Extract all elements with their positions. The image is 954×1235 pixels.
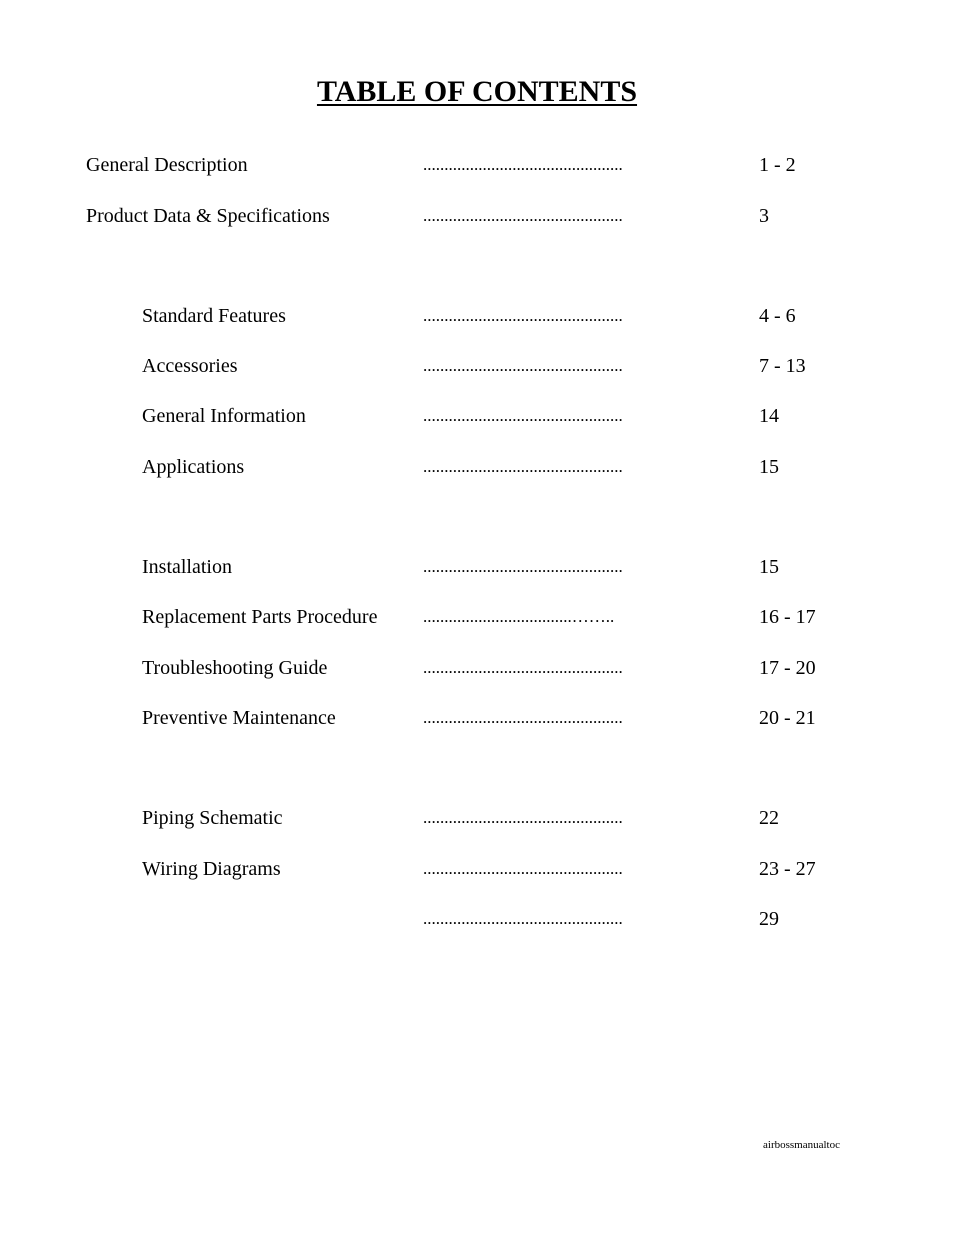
toc-dot-leader: ............................................... <box>423 406 623 425</box>
toc-entry-label: General Description <box>86 154 248 176</box>
toc-dot-leader: ............................................... <box>423 658 623 677</box>
toc-dot-leader: ............................................... <box>423 859 623 878</box>
toc-page-number: 4 - 6 <box>759 305 796 327</box>
toc-entry-label: Product Data & Specifications <box>86 205 330 227</box>
toc-page-number: 3 <box>759 205 769 227</box>
toc-entry-installation <box>0 554 954 580</box>
toc-dot-leader: ............................................... <box>423 557 623 576</box>
toc-entry-wiring-diagrams <box>0 856 954 882</box>
toc-entry-label: Applications <box>142 456 245 478</box>
toc-entry-general-description <box>0 152 954 178</box>
toc-page-number: 1 - 2 <box>759 154 796 176</box>
toc-dot-leader: ............................................... <box>423 808 623 827</box>
toc-entry-preventive-maintenance <box>0 705 954 731</box>
toc-entry-piping-schematic <box>0 805 954 831</box>
toc-entry-accessories <box>0 353 954 379</box>
toc-entry-applications <box>0 454 954 480</box>
toc-page-number: 20 - 21 <box>759 707 816 729</box>
toc-page-number: 7 - 13 <box>759 355 806 377</box>
document-footer-id: airbossmanualtoc <box>763 1139 840 1151</box>
toc-page-number: 16 - 17 <box>759 606 816 628</box>
toc-dot-leader: ............................................... <box>423 356 623 375</box>
toc-dot-leader: ............................................... <box>423 708 623 727</box>
toc-page-number: 15 <box>759 556 779 578</box>
toc-entry-replacement-parts <box>0 604 954 630</box>
toc-page-number: 15 <box>759 456 779 478</box>
toc-dot-leader: ...................................…….. <box>423 607 615 626</box>
toc-page-number: 23 - 27 <box>759 858 816 880</box>
toc-page-number: 22 <box>759 807 779 829</box>
toc-entry-unlabeled <box>0 906 954 932</box>
toc-entry-label: Replacement Parts Procedure <box>142 606 378 628</box>
toc-entry-label: Standard Features <box>142 305 286 327</box>
toc-page-number: 14 <box>759 405 779 427</box>
toc-entry-troubleshooting <box>0 655 954 681</box>
toc-entry-label: Accessories <box>142 355 238 377</box>
toc-dot-leader: ............................................... <box>423 206 623 225</box>
toc-dot-leader: ............................................... <box>423 306 623 325</box>
toc-entry-general-information <box>0 403 954 429</box>
toc-entry-label: Preventive Maintenance <box>142 707 336 729</box>
toc-dot-leader: ............................................... <box>423 457 623 476</box>
document-title: TABLE OF CONTENTS <box>316 75 638 108</box>
toc-entry-standard-features <box>0 303 954 329</box>
toc-entry-label: Installation <box>142 556 232 578</box>
toc-dot-leader: ............................................... <box>423 909 623 928</box>
toc-entry-product-data <box>0 203 954 229</box>
toc-entry-label: Wiring Diagrams <box>142 858 281 880</box>
toc-dot-leader: ............................................... <box>423 155 623 174</box>
toc-page-number: 17 - 20 <box>759 657 816 679</box>
toc-page-number: 29 <box>759 908 779 930</box>
toc-entry-label: Troubleshooting Guide <box>142 657 328 679</box>
toc-entry-label: General Information <box>142 405 306 427</box>
toc-entry-label: Piping Schematic <box>142 807 283 829</box>
